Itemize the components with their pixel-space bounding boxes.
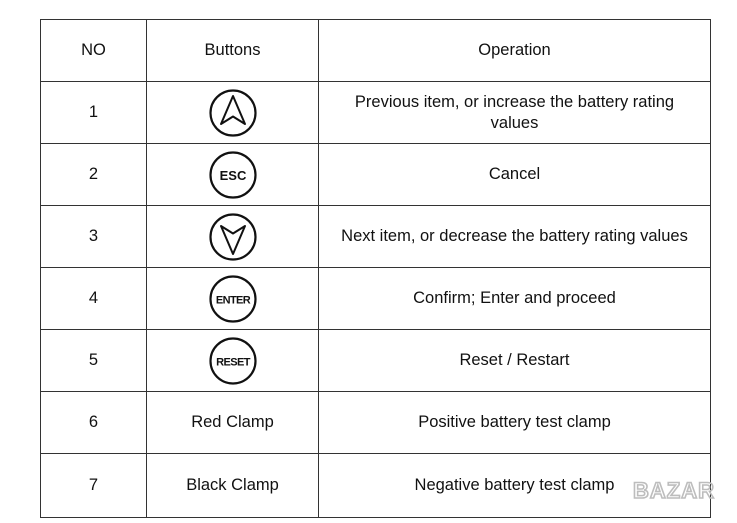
table-row [41,268,711,330]
button-cell [147,144,319,206]
header-no: NO [41,20,147,82]
table-row [41,144,711,206]
operation-cell: Cancel [319,144,711,206]
reset-button-icon [208,336,258,386]
button-cell [147,330,319,392]
esc-icon-label: ESC [219,167,246,183]
button-cell [147,82,319,144]
row-number: 7 [41,454,147,518]
row-number: 3 [41,206,147,268]
table-header-row [41,20,711,82]
operation-cell: Positive battery test clamp [319,392,711,454]
table-row [41,454,711,518]
operations-table [40,19,711,518]
button-cell [147,268,319,330]
up-arrow-icon [208,88,258,138]
table-row [41,330,711,392]
down-arrow-icon [208,212,258,262]
row-number: 5 [41,330,147,392]
header-operation: Operation [319,20,711,82]
header-buttons: Buttons [147,20,319,82]
button-name: Black Clamp [147,454,319,518]
table-row [41,392,711,454]
operation-cell: Reset / Restart [319,330,711,392]
enter-icon-label: ENTER [215,294,250,306]
operation-cell: Negative battery test clamp [319,454,711,518]
operation-cell: Next item, or decrease the battery rating values [319,206,711,268]
button-name: Red Clamp [147,392,319,454]
esc-button-icon [208,150,258,200]
button-cell [147,206,319,268]
reset-icon-label: RESET [215,356,250,368]
row-number: 1 [41,82,147,144]
operation-cell: Previous item, or increase the battery rating values [319,82,711,144]
bazar-watermark-logo [629,468,737,518]
row-number: 4 [41,268,147,330]
row-number: 2 [41,144,147,206]
row-number: 6 [41,392,147,454]
table-row [41,82,711,144]
enter-button-icon [208,274,258,324]
watermark-text: BAZAR [633,478,715,503]
table-row [41,206,711,268]
operation-cell: Confirm; Enter and proceed [319,268,711,330]
